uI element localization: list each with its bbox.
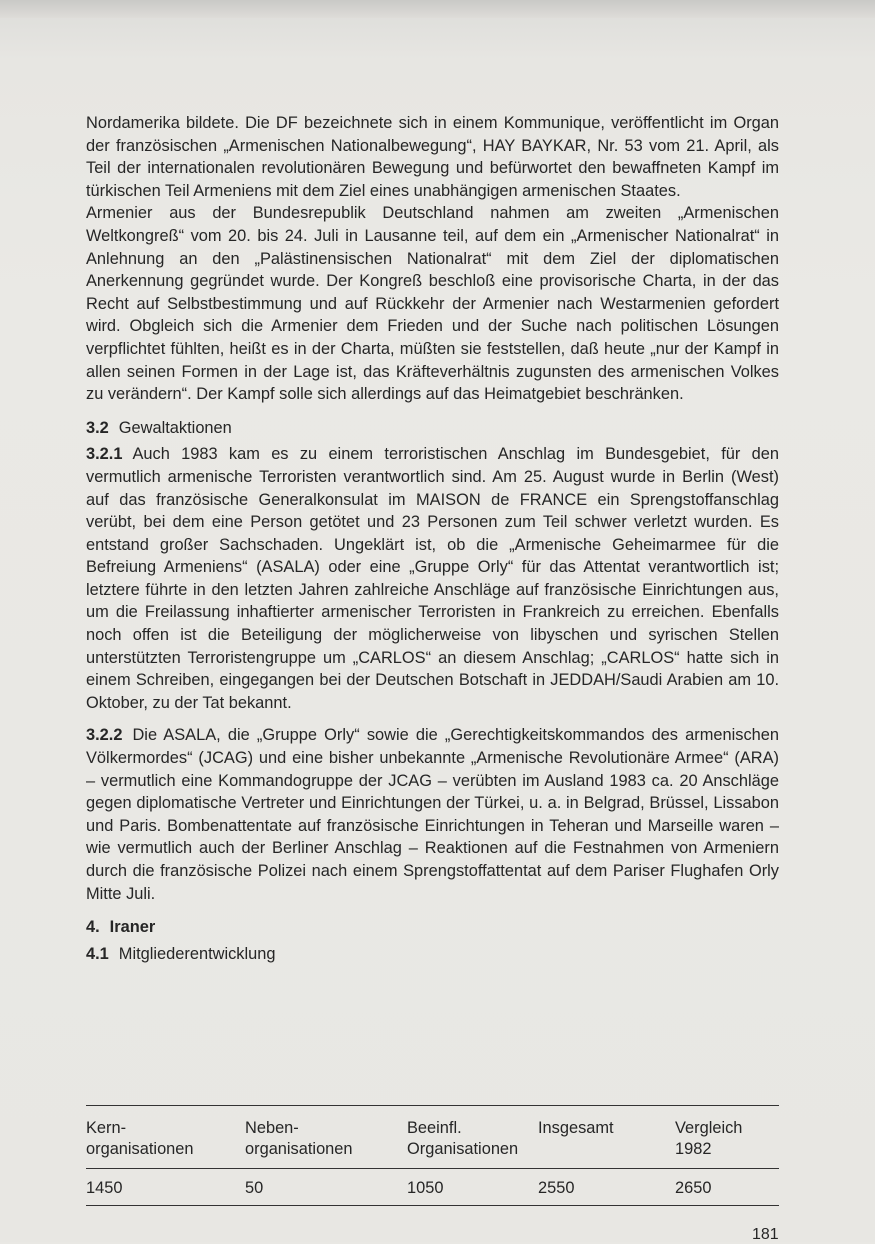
table-rule-bottom bbox=[86, 1205, 779, 1206]
table-header-cell bbox=[538, 1118, 614, 1139]
section-3-2-1-paragraph bbox=[86, 443, 779, 714]
section-number: 4.1 bbox=[86, 944, 109, 963]
table-header-cell bbox=[245, 1118, 353, 1160]
paragraph-1: Nordamerika bildete. Die DF bezeichnete sich in einem Kommunique, veröffentlicht im Organ der französischen „Armenischen Nationalbewegung“, HAY BAYKAR, Nr. 53 vom 21. April, als Teil der internationalen revolutionären Bewegung und befürwortet den bewaffneten Kampf im türkischen Teil Armeniens mit dem Ziel eines unabhängigen armenischen Staates. bbox=[86, 114, 779, 200]
section-text: Auch 1983 kam es zu einem terroristischen Anschlag im Bundesgebiet, für den vermutlich armenische Terroristen verantwortlich sind. Am 25. August wurde in Berlin (West) auf das französische Generalkonsulat im MAISON de FRANCE ein Sprengstoffanschlag verübt, bei dem eine Person getötet und 23 Personen zum Teil schwer verletzt wurden. Es entstand großer Sachschaden. Ungeklärt ist, ob die „Armenische Geheimarmee für die Befreiung Armeniens“ (ASALA) oder eine „Gruppe Orly“ für das Attentat verantwortlich ist; letztere führte in den letzten Jahren zahlreiche Anschläge auf französische Einrichtungen aus, um die Freilassung inhaftierter armenischer Terroristen in Frankreich zu erreichen. Ebenfalls noch offen ist die Beteiligung der möglicherweise von libyschen und syrischen Stellen unterstützten Terroristengruppe um „CARLOS“ an diesem Anschlag; „CARLOS“ hatte sich in einem Schreiben, eingegangen bei der Deutschen Botschaft in JEDDAH/Saudi Arabien am 10. Oktober, zu der Tat bekannt. bbox=[86, 445, 779, 712]
paragraph-2: Armenier aus der Bundesrepublik Deutschland nahmen am zweiten „Armenischen Weltkongreß“ vom 20. bis 24. Juli in Lausanne teil, auf dem ein „Armenischer Nationalrat“ in Anlehnung an den „Palästinensischen Nationalrat“ mit dem Ziel der diplomatischen Anerkennung gegründet wurde. Der Kongreß beschloß eine provisorische Charta, in der das Recht auf Selbstbestimmung und auf Rückkehr der Armenier nach Westarmenien gefordert wird. Obgleich sich die Armenier dem Frieden und der Suche nach politischen Lösungen verpflichtet fühlten, heißt es in der Charta, müßten sie feststellen, daß heute „nur der Kampf in allen seinen Formen in der Lage ist, das Kräfteverhältnis zugunsten des armenischen Volkes zu verändern“. Der Kampf solle sich allerdings auf das Heimatgebiet beschränken. bbox=[86, 204, 779, 404]
section-3-2-heading bbox=[86, 417, 779, 440]
document-body bbox=[86, 112, 779, 965]
header-line: Insgesamt bbox=[538, 1119, 614, 1137]
table-rule-middle bbox=[86, 1168, 779, 1169]
table-value-cell: 2650 bbox=[675, 1179, 712, 1197]
section-title: Mitgliederentwicklung bbox=[118, 944, 276, 963]
page-number: 181 bbox=[752, 1226, 779, 1243]
scan-top-shadow bbox=[0, 0, 875, 18]
header-line: Neben- bbox=[245, 1119, 299, 1137]
section-text: Die ASALA, die „Gruppe Orly“ sowie die „Gerechtigkeitskommandos des armenischen Völkermordes“ (JCAG) und eine bisher unbekannte „Armenische Revolutionäre Armee“ (ARA) – vermutlich eine Kommandogruppe der JCAG – verübten im Ausland 1983 ca. 20 Anschläge gegen diplomatische Vertreter und Einrichtungen der Türkei, u. a. in Belgrad, Brüssel, Lissabon und Paris. Bombenattentate auf französische Einrichtungen in Teheran und Marseille waren – wie vermutlich auch der Berliner Anschlag – Reaktionen auf die Festnahmen von Armeniern durch die französische Polizei nach einem Sprengstoffattentat auf dem Pariser Flughafen Orly Mitte Juli. bbox=[86, 726, 779, 903]
table-header-cell bbox=[407, 1118, 518, 1160]
section-number: 4. bbox=[86, 918, 100, 937]
section-3-2-2-paragraph bbox=[86, 724, 779, 905]
section-4-1-heading bbox=[86, 943, 779, 966]
table-value-cell: 2550 bbox=[538, 1179, 575, 1197]
table-rule-top bbox=[86, 1105, 779, 1106]
header-line: organisationen bbox=[245, 1140, 353, 1158]
header-line: Vergleich bbox=[675, 1119, 743, 1137]
table-header-cell bbox=[675, 1118, 742, 1160]
header-line: 1982 bbox=[675, 1140, 712, 1158]
header-line: organisationen bbox=[86, 1140, 194, 1158]
section-number: 3.2 bbox=[86, 418, 109, 437]
section-number: 3.2.1 bbox=[86, 445, 123, 464]
section-number: 3.2.2 bbox=[86, 726, 123, 745]
table-value-cell: 1050 bbox=[407, 1179, 444, 1197]
table-value-cell: 1450 bbox=[86, 1179, 123, 1197]
section-title: Iraner bbox=[109, 918, 156, 937]
table-value-cell: 50 bbox=[245, 1179, 264, 1197]
section-4-heading bbox=[86, 916, 779, 939]
section-title: Gewaltaktionen bbox=[118, 418, 232, 437]
header-line: Kern- bbox=[86, 1119, 127, 1137]
header-line: Organisationen bbox=[407, 1140, 519, 1158]
header-line: Beeinfl. bbox=[407, 1119, 462, 1137]
table-header-cell bbox=[86, 1118, 194, 1160]
